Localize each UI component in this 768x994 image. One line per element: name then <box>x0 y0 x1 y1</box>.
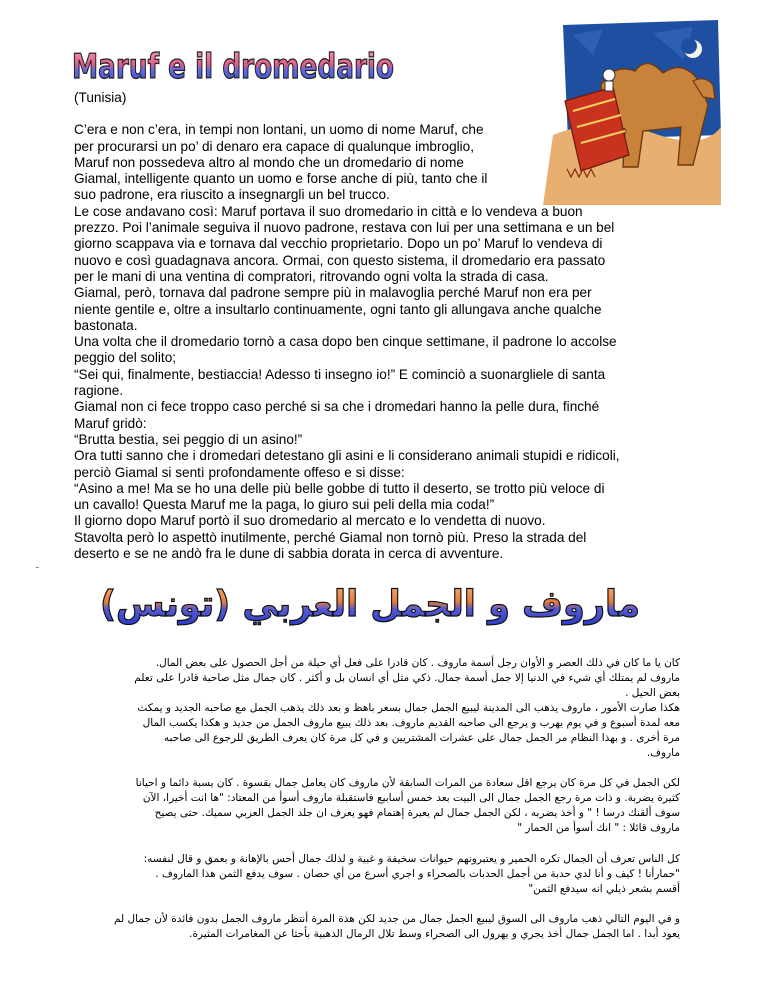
story-italian <box>74 90 714 562</box>
story-line: prezzo. Poi l’animale seguiva il nuovo padrone, restava con lui per una settimana e un bel <box>74 220 615 236</box>
story-line-ar: بعض الحيل . <box>625 687 680 699</box>
story-line: per procurarsi un po’ di denaro era capace di qualunque imbroglio, <box>74 138 475 154</box>
story-line: niente gentile e, oltre a insultarlo continuamente, ogni tanto gli allungava anche qualche <box>74 301 602 317</box>
story-line: un cavallo! Questa Maruf me la paga, lo giuro sui peli della mia coda!” <box>74 497 495 513</box>
stray-mark: ـ <box>36 560 39 570</box>
story-line-ar: ماروف لم يمتلك أي شيء في الدنيا إلا جمل أسمة جمال. ذكي مثل أي انسان بل و أكثر . كان جمال مثل صاحبة قادرا على تعلم <box>134 672 680 684</box>
story-line-ar: "حمارأنا ! كيف و أنا لدي حدبة من أجمل الحدبات بالصحراء و اجري أسرع من أي حصان . سوف يدفع الثمن هذا الماروف . <box>155 868 680 880</box>
story-line-ar: ماروف. <box>646 747 680 759</box>
story-line: bastonata. <box>74 317 138 333</box>
story-line: Giamal, però, tornava dal padrone sempre più in malavoglia perché Maruf non era per <box>74 285 592 301</box>
title-wordart <box>70 40 400 90</box>
story-line: perciò Giamal si sentì profondamente offeso e si disse: <box>74 464 405 480</box>
story-line-ar: مرة أخرى . و بهذا النظام مر الجمل جمال على عشرات المشتريين و في كل مرة كان يعرف الطريق للرجوع الى صاحبه <box>163 732 680 744</box>
story-line-ar: كان يا ما كان في ذلك العصر و الأوان رجل أسمة ماروف . كان قادرا على فعل أي حيلة من أجل الحصول على بعض المال. <box>155 657 680 669</box>
story-line-ar: سوف ألقنك درسا ! " و أخذ يضربه ، لكن الجمل جمال لم يعيرة إهتمام فهو يعرف ان جلد الجمل العربي سميك. حتى يصيح <box>154 807 680 819</box>
story-line-ar: معه لمدة أسبوع و في يوم يهرب و يرجع الى صاحبه القديم ماروف. بعد ذلك يبيع ماروف الجمل من جديد و هكذا يكسب المال <box>142 717 680 729</box>
story-line: “Brutta bestia, sei peggio di un asino!” <box>74 431 303 447</box>
story-line: suo padrone, era riuscito a insegnargli un bel trucco. <box>74 187 390 203</box>
story-line: Una volta che il dromedario tornò a casa dopo ben cinque settimane, il padrone lo accolse <box>74 334 617 350</box>
title-text: Maruf e il dromedario <box>72 47 394 87</box>
story-line-ar: كل الناس تعرف أن الجمال تكره الحمير و يعتبرونهم حيوانات سخيفة و غبية و لذلك جمال أحس بالإهانة و بعمق و قال لنفسه: <box>143 853 680 865</box>
story-line-ar: لكن الجمل في كل مرة كان يرجع اقل سعادة من المرات السابقة لأن ماروف كان يعامل جمال بقسوة . كان يسبة دائما و احيانا <box>135 777 680 789</box>
story-line: ragione. <box>74 383 124 399</box>
story-line: Maruf non possedeva altro al mondo che un dromedario di nome <box>74 154 464 170</box>
arabic-title-text: ماروف و الجمل العربي (تونس) <box>100 584 640 625</box>
country-label: (Tunisia) <box>74 90 127 105</box>
story-arabic-para-1 <box>60 656 680 761</box>
story-arabic-para-2 <box>60 776 680 836</box>
story-line-ar: و في اليوم التالي ذهب ماروف الى السوق ليبيع الجمل جمال من جديد لكن هذة المرة أنتظر ماروف الجمل بدون فائدة لأن جمال لم <box>113 913 680 925</box>
story-line: C’era e non c’era, in tempi non lontani, un uomo di nome Maruf, che <box>74 122 484 138</box>
story-line: giorno scappava via e tornava dal vecchio proprietario. Dopo un po’ Maruf lo vendeva di <box>74 236 603 252</box>
story-line: “Sei qui, finalmente, bestiaccia! Adesso ti insegno io!” E cominciò a suonargliele di santa <box>74 366 606 382</box>
story-line: deserto e se ne andò fra le dune di sabbia dorata in cerca di avventure. <box>74 546 504 562</box>
story-line-ar: هكذا صارت الأمور ، ماروف يذهب الى المدينة ليبيع الجمل جمال بسعر باهظ و بعد ذلك يذهب الجمل مع صاحبه الجديد و يمكث <box>137 702 680 714</box>
story-line: Il giorno dopo Maruf portò il suo dromedario al mercato e lo vendetta di nuovo. <box>74 513 546 529</box>
story-arabic-para-3 <box>60 852 680 897</box>
story-line: Giamal non ci fece troppo caso perché si sa che i dromedari hanno la pelle dura, finché <box>74 399 600 415</box>
story-line: nuovo e così guadagnava ancora. Ormai, con questo sistema, il dromedario era passato <box>74 252 606 268</box>
story-line-ar: أقسم بشعر ذيلي انه سيدفع الثمن" <box>528 883 680 895</box>
story-line: Le cose andavano così: Maruf portava il suo dromedario in città e lo vendeva a buon <box>74 203 583 219</box>
story-line: per le mani di una ventina di compratori, ritrovando ogni volta la strada di casa. <box>74 268 549 284</box>
story-line-ar: ماروف قائلا : " انك أسوأ من الحمار " <box>517 822 680 834</box>
story-line-ar: يعود أبدا . اما الجمل جمال أخذ يجري و يهرول الى الصحراء وسط تلال الرمال الذهبية بأحثا عن المغامرات المثيرة. <box>189 928 680 940</box>
story-line-ar: كثيرة يضربة. و ذات مرة رجع الجمل جمال الى البيت بعد خمس أسابيع فاستقبلة ماروف أسوأ من المعتاد: "ها انت أخيرا، الآن <box>142 792 680 804</box>
story-line: peggio del solito; <box>74 350 177 366</box>
story-line: Giamal, intelligente quanto un uomo e forse anche di più, tanto che il <box>74 171 488 187</box>
story-line: “Asino a me! Ma se ho una delle più belle gobbe di tutto il deserto, se trotto più veloce di <box>74 480 605 496</box>
story-line: Stavolta però lo aspettò inutilmente, perché Giamal non tornò più. Preso la strada del <box>74 529 587 545</box>
arabic-title-wordart <box>90 572 650 634</box>
story-arabic-para-4 <box>60 912 680 942</box>
story-line: Maruf gridò: <box>74 415 147 431</box>
story-line: Ora tutti sanno che i dromedari detestano gli asini e li considerano animali stupidi e ridicoli, <box>74 448 620 464</box>
